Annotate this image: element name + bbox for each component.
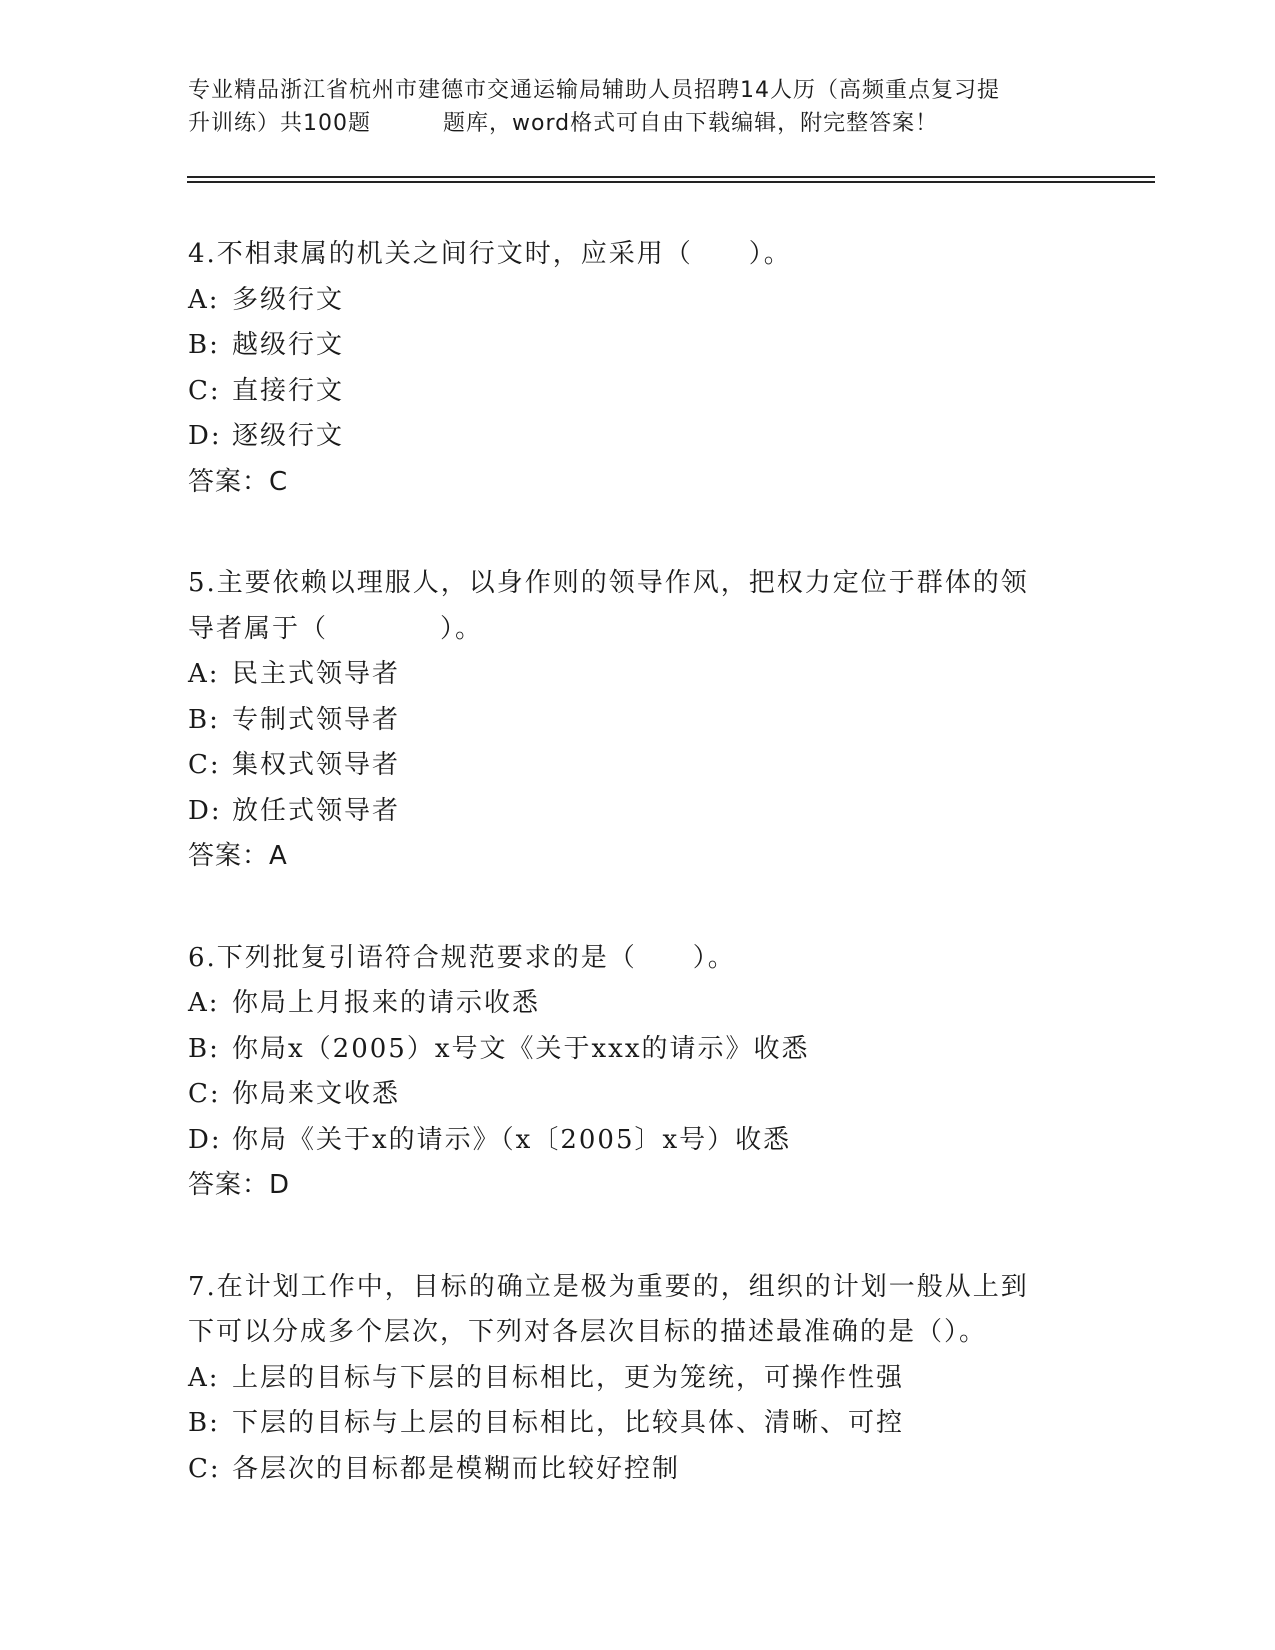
answer-text: 答案：A [188, 841, 288, 871]
option-key: A: [188, 284, 220, 315]
option-key: D: [188, 1124, 222, 1155]
option-a [188, 981, 1088, 1027]
option-key: C: [188, 375, 221, 406]
option-b [188, 698, 1088, 744]
header-line-1: 专业精品浙江省杭州市建德市交通运输局辅助人员招聘14人历（高频重点复习提 [188, 78, 1000, 103]
option-c [188, 1447, 1088, 1493]
header-line-2b: 题库，word格式可自由下载编辑，附完整答案！ [443, 111, 939, 136]
answer-text: 答案：C [188, 466, 289, 497]
option-text: 直接行文 [232, 375, 345, 406]
option-key: C: [188, 750, 221, 780]
question-4 [188, 232, 1088, 505]
option-a [188, 652, 1088, 698]
header-rule-top [187, 176, 1155, 178]
question-stem-line: 4.不相隶属的机关之间行文时，应采用（ ）。 [188, 239, 792, 269]
answer-text: 答案：D [188, 1170, 291, 1200]
option-text: 逐级行文 [232, 421, 345, 451]
option-text: 你局上月报来的请示收悉 [232, 988, 541, 1018]
option-text: 下层的目标与上层的目标相比，比较具体、清晰、可控 [232, 1408, 905, 1438]
header-line-2a: 升训练）共100题 [188, 111, 371, 136]
option-key: A: [188, 988, 220, 1018]
question-stem-line: 7.在计划工作中，目标的确立是极为重要的，组织的计划一般从上到 [188, 1271, 1029, 1302]
option-d [188, 414, 1088, 460]
option-a [188, 278, 1088, 324]
header-rule-bottom [187, 181, 1155, 183]
option-text: 你局x（2005）x号文《关于xxx的请示》收悉 [232, 1033, 810, 1064]
question-stem-line: 6.下列批复引语符合规范要求的是（ ）。 [188, 942, 736, 973]
option-a [188, 1356, 1088, 1402]
option-c [188, 1072, 1088, 1118]
option-key: B: [188, 704, 220, 735]
option-key: D: [188, 795, 222, 826]
option-text: 多级行文 [232, 284, 345, 315]
question-list [188, 232, 1088, 1548]
document-header [188, 74, 1088, 140]
option-d [188, 1118, 1088, 1164]
question-5 [188, 561, 1088, 880]
option-text: 各层次的目标都是模糊而比较好控制 [232, 1453, 681, 1484]
option-c [188, 369, 1088, 415]
option-c [188, 743, 1088, 789]
option-key: B: [188, 1408, 220, 1438]
option-key: A: [188, 1362, 220, 1393]
option-text: 集权式领导者 [232, 750, 401, 780]
option-text: 放任式领导者 [232, 795, 401, 826]
option-key: B: [188, 1033, 220, 1064]
option-d [188, 789, 1088, 835]
option-b [188, 323, 1088, 369]
option-key: B: [188, 330, 220, 360]
question-stem-line: 5.主要依赖以理服人，以身作则的领导作风，把权力定位于群体的领 [188, 568, 1029, 598]
option-text: 专制式领导者 [232, 704, 401, 735]
option-key: C: [188, 1453, 221, 1484]
option-text: 越级行文 [232, 330, 345, 360]
option-key: D: [188, 421, 222, 451]
option-text: 你局来文收悉 [232, 1079, 401, 1109]
question-stem-line: 下可以分成多个层次，下列对各层次目标的描述最准确的是（）。 [188, 1317, 988, 1347]
option-key: C: [188, 1079, 221, 1109]
question-7 [188, 1265, 1088, 1493]
option-b [188, 1401, 1088, 1447]
question-6 [188, 936, 1088, 1209]
option-text: 民主式领导者 [232, 659, 401, 689]
header-line-2 [188, 107, 1088, 140]
question-stem-line: 导者属于（ ）。 [188, 613, 484, 644]
option-text: 你局《关于x的请示》（x〔2005〕x号）收悉 [232, 1124, 792, 1155]
option-text: 上层的目标与下层的目标相比，更为笼统，可操作性强 [232, 1362, 905, 1393]
option-b [188, 1027, 1088, 1073]
option-key: A: [188, 659, 220, 689]
